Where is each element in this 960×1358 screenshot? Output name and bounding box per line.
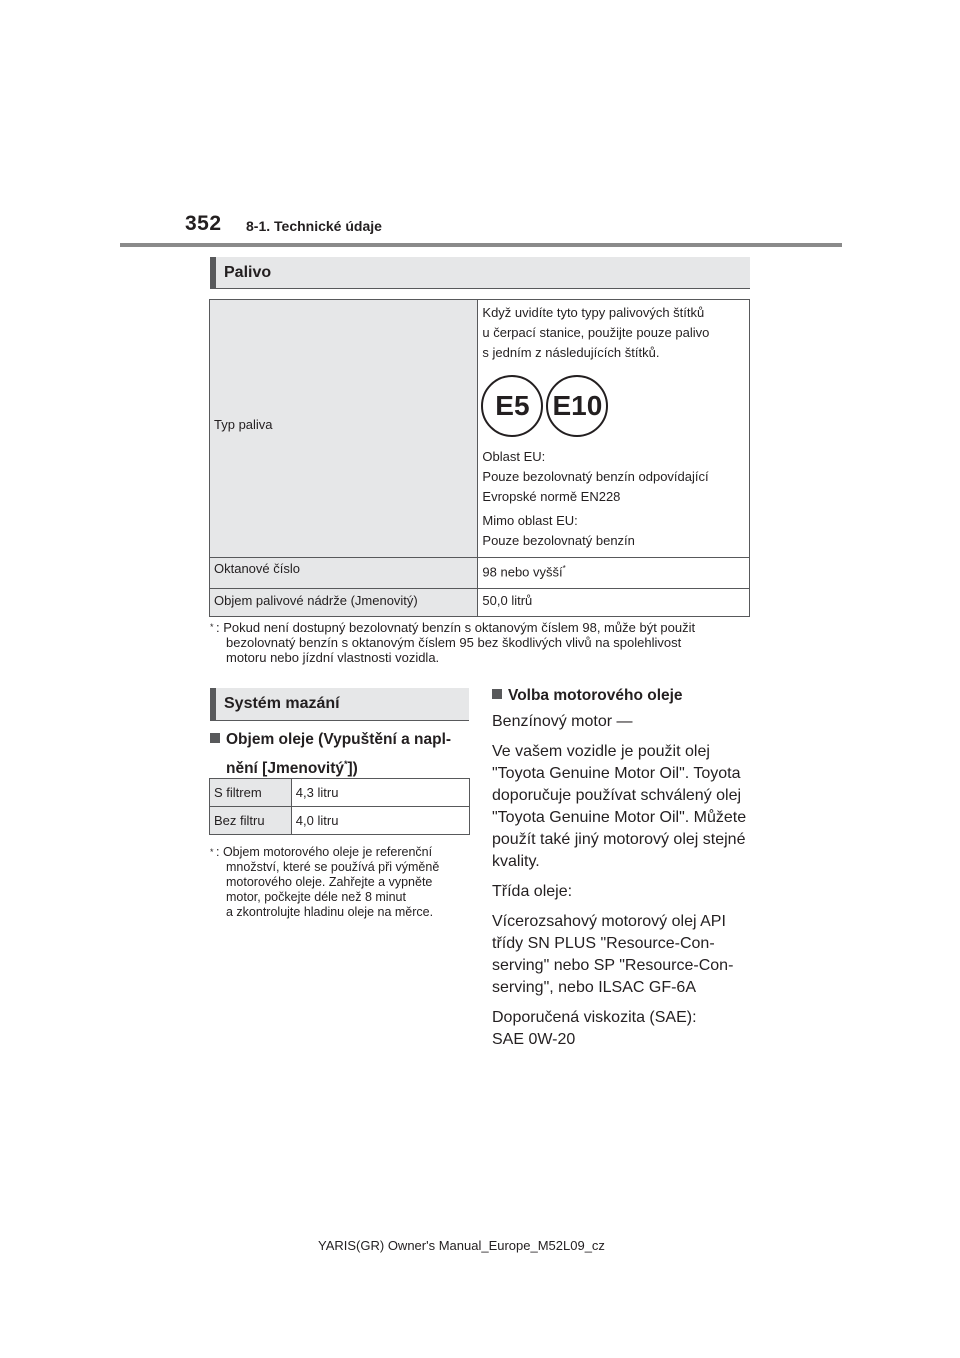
octane-value-cell: [478, 558, 750, 589]
oil-row-label: S filtrem: [214, 785, 262, 800]
oil-recommendation-line: "Toyota Genuine Motor Oil". Můžete: [492, 809, 747, 826]
fuel-footnote-mark: *: [210, 622, 214, 632]
oil-recommendation-line: "Toyota Genuine Motor Oil". Toyota: [492, 765, 741, 782]
oil-row-label-cell: [210, 779, 292, 807]
section-title-fuel: [210, 257, 750, 288]
tank-label-cell: [210, 589, 478, 617]
oil-grade-label: Třída oleje:: [492, 883, 573, 900]
section-title-lubrication-text: Systém mazání: [224, 695, 340, 712]
oil-footnote: [210, 845, 472, 920]
oil-row-label-cell: [210, 807, 292, 835]
octane-value: 98 nebo vyšší: [482, 564, 563, 580]
fuel-label-e10-text: E10: [552, 390, 603, 421]
fuel-type-eu-line: Oblast EU:: [482, 449, 546, 464]
oil-grade-line: serving", nebo ILSAC GF-6A: [492, 979, 696, 996]
oil-recommendation-line: doporučuje používat schválený olej: [492, 787, 742, 804]
oil-row-value-cell: [291, 779, 469, 807]
oil-capacity-heading: [210, 728, 472, 781]
footer-text: YARIS(GR) Owner's Manual_Europe_M52L09_cz: [318, 1238, 605, 1253]
square-bullet-icon: [492, 689, 502, 699]
fuel-type-intro: [482, 303, 745, 363]
oil-row-value-cell: [291, 807, 469, 835]
engine-type: Benzínový motor —: [492, 713, 633, 730]
square-bullet-icon: [210, 733, 220, 743]
oil-capacity-table: [209, 778, 470, 835]
octane-label-cell: [210, 558, 478, 589]
octane-label: Oktanové číslo: [214, 561, 300, 576]
octane-footnote-mark: *: [562, 564, 566, 573]
fuel-type-eu-line: Evropské normě EN228: [482, 489, 621, 504]
oil-capacity-heading-mark: *: [344, 759, 348, 769]
oil-selection-heading: [492, 684, 762, 708]
oil-footnote-line: : Objem motorového oleje je referenční: [216, 845, 433, 859]
fuel-footnote-line: motoru nebo jízdní vlastnosti vozidla.: [226, 650, 440, 665]
oil-recommendation: [492, 741, 762, 873]
table-row: [210, 779, 470, 807]
fuel-label-e5-icon: [481, 375, 543, 437]
chapter-title: 8-1. Technické údaje: [246, 218, 382, 234]
fuel-footnote-line: : Pokud není dostupný bezolovnatý benzín s oktanovým číslem 98, může být použit: [216, 620, 696, 635]
oil-recommendation-line: použít také jiný motorový olej stejné: [492, 831, 746, 848]
fuel-table: [209, 299, 750, 617]
oil-capacity-heading-line: nění [Jmenovitý: [226, 760, 344, 778]
oil-viscosity: [492, 1007, 762, 1051]
fuel-type-value-cell: [478, 300, 750, 558]
fuel-type-label: Typ paliva: [214, 417, 273, 432]
oil-footnote-line: množství, které se používá při výměně: [226, 860, 440, 874]
fuel-type-intro-line: s jedním z následujících štítků.: [482, 345, 660, 360]
oil-grade-line: Vícerozsahový motorový olej API: [492, 913, 726, 930]
oil-selection-body: [492, 711, 762, 1059]
oil-capacity-heading-line: ]): [347, 760, 358, 778]
oil-footnote-line: motor, počkejte déle než 8 minut: [226, 890, 406, 904]
tank-value: 50,0 litrů: [482, 593, 533, 608]
oil-footnote-mark: *: [210, 847, 214, 857]
fuel-type-non-eu-line: Pouze bezolovnatý benzín: [482, 533, 635, 548]
tank-value-cell: [478, 589, 750, 617]
fuel-type-label-cell: [210, 300, 478, 558]
oil-grade-line: serving" nebo SP "Resource-Con-: [492, 957, 734, 974]
oil-footnote-mark-wrap: [210, 845, 214, 864]
oil-viscosity-line: Doporučená viskozita (SAE):: [492, 1009, 697, 1026]
fuel-type-eu-line: Pouze bezolovnatý benzín odpovídající: [482, 469, 709, 484]
section-title-lubrication: [210, 688, 469, 720]
fuel-type-non-eu-line: Mimo oblast EU:: [482, 513, 578, 528]
oil-selection-heading-text: Volba motorového oleje: [508, 687, 683, 704]
fuel-footnote-mark-wrap: [210, 620, 214, 638]
oil-row-label: Bez filtru: [214, 813, 265, 828]
oil-recommendation-line: Ve vašem vozidle je použit olej: [492, 743, 710, 760]
fuel-label-e5-text: E5: [495, 390, 530, 421]
oil-viscosity-line: SAE 0W-20: [492, 1031, 576, 1048]
page-number: 352: [185, 212, 222, 235]
table-row-octane: [210, 558, 750, 589]
section-underline: [210, 288, 750, 289]
tank-label: Objem palivové nádrže (Jmenovitý): [214, 593, 418, 608]
table-row: [210, 807, 470, 835]
fuel-label-e10-icon: [546, 375, 608, 437]
fuel-type-intro-line: Když uvidíte tyto typy palivových štítků: [482, 305, 705, 320]
oil-footnote-line: a zkontrolujte hladinu oleje na měrce.: [226, 905, 434, 919]
fuel-labels: [481, 375, 745, 437]
fuel-type-intro-line: u čerpací stanice, použijte pouze palivo: [482, 325, 710, 340]
fuel-footnote: [210, 620, 755, 665]
table-row-fuel-type: [210, 300, 750, 558]
header-rule: [120, 243, 842, 247]
oil-recommendation-line: kvality.: [492, 853, 540, 870]
oil-capacity-heading-line: Objem oleje (Vypuštění a napl-: [226, 731, 452, 748]
section-underline: [210, 720, 469, 721]
oil-grade-line: třídy SN PLUS "Resource-Con-: [492, 935, 715, 952]
oil-row-value: 4,0 litru: [295, 813, 339, 828]
fuel-type-eu: [482, 447, 745, 507]
table-row-tank: [210, 589, 750, 617]
section-title-fuel-text: Palivo: [224, 263, 272, 281]
oil-grade: [492, 911, 762, 999]
fuel-footnote-line: bezolovnatý benzín s oktanovým číslem 95 bez škodlivých vlivů na spolehlivost: [226, 635, 682, 650]
fuel-type-non-eu: [482, 511, 745, 551]
oil-footnote-line: motorového oleje. Zahřejte a vypněte: [226, 875, 433, 889]
oil-row-value: 4,3 litru: [295, 785, 339, 800]
